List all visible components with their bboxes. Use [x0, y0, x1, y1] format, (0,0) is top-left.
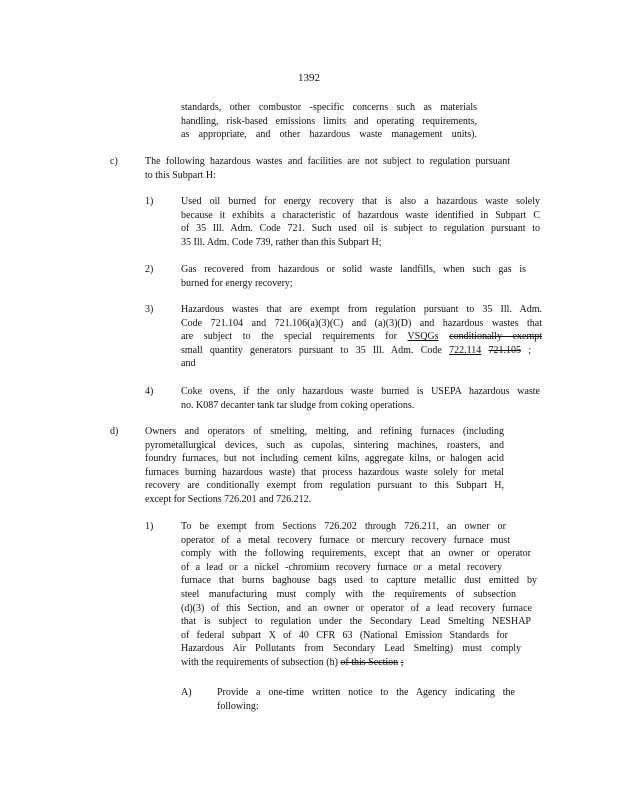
text-line: of 35 Ill. Adm. Code 721. Such used oil is subject to regulation pursuant to — [181, 223, 540, 235]
text-line: (d)(3) of this Section, and an owner or operator of a lead recovery furnace — [181, 602, 532, 614]
text-line: small quantity generators pursuant to 35 Ill. Adm. Code 722.114 721.105 ; — [181, 344, 532, 356]
text-line: handling, risk-based emissions limits and operating requirements, — [181, 115, 477, 127]
text-line: no. K087 decanter tank tar sludge from coking operations. — [181, 399, 415, 411]
text-line: as appropriate, and other hazardous waste management units). — [181, 129, 477, 141]
subsection-d-text — [145, 425, 504, 507]
text-line: that is subject to regulation under the Secondary Lead Smelting NESHAP — [181, 616, 531, 628]
item-c1-text — [181, 195, 540, 249]
deleted-text: conditionally exempt — [449, 331, 543, 343]
subsection-d-label: d) — [110, 426, 119, 437]
text-line: Hazardous wastes that are exempt from regulation pursuant to 35 Ill. Adm. — [181, 304, 542, 315]
text-line: pyrometallurgical devices, such as cupolas, sintering machines, roasters, and — [145, 439, 504, 451]
inserted-text: VSQGs — [407, 331, 439, 343]
item-d1-label: 1) — [145, 521, 154, 532]
text-line: with the requirements of subsection (h) of this Section ; — [181, 656, 404, 668]
item-c3-text — [181, 303, 542, 371]
text-line: Hazardous Air Pollutants from Secondary Lead Smelting) must comply — [181, 643, 521, 655]
item-c2-text — [181, 263, 526, 290]
item-c4-label: 4) — [145, 386, 154, 397]
item-c4-text — [181, 385, 540, 412]
item-c3-label: 3) — [145, 304, 154, 315]
text-line: are subject to the special requirements for VSQGs conditionally exempt — [181, 331, 543, 343]
text-line: The following hazardous wastes and facilities are not subject to regulation pursuant — [145, 156, 510, 167]
page-number: 1392 — [298, 72, 320, 84]
text-line: operator of a metal recovery furnace or mercury recovery furnace must — [181, 534, 510, 546]
text-line: furnaces burning hazardous waste) that process hazardous waste solely for metal — [145, 466, 504, 478]
text-line: To be exempt from Sections 726.202 through 726.211, an owner or — [181, 521, 506, 532]
text-line: comply with the following requirements, except that an owner or operator — [181, 548, 531, 560]
deleted-text: of this Section — [340, 656, 399, 668]
inserted-text: 722.114 — [449, 344, 482, 356]
text-line: Code 721.104 and 721.106(a)(3)(C) and (a)(3)(D) and hazardous wastes that — [181, 317, 542, 329]
text-line: foundry furnaces, but not including cement kilns, aggregate kilns, or halogen acid — [145, 453, 504, 465]
text-line: burned for energy recovery; — [181, 277, 293, 289]
text-line: to this Subpart H: — [145, 169, 216, 181]
text-line: of a lead or a nickel -chromium recovery furnace or a metal recovery — [181, 561, 502, 573]
text-line: Provide a one-time written notice to the Agency indicating the — [217, 687, 515, 698]
text-line: furnace that burns baghouse bags used to capture metallic dust emitted by — [181, 575, 537, 587]
text-line: except for Sections 726.201 and 726.212. — [145, 493, 312, 505]
text-line: Used oil burned for energy recovery that is also a hazardous waste solely — [181, 196, 540, 207]
text-line: Coke ovens, if the only hazardous waste burned is USEPA hazardous waste — [181, 386, 540, 397]
text-line: following: — [217, 700, 259, 712]
text-line: Owners and operators of smelting, melting, and refining furnaces (including — [145, 426, 504, 437]
text-line: of federal subpart X of 40 CFR 63 (National Emission Standards for — [181, 629, 508, 641]
text-line: because it exhibits a characteristic of hazardous waste identified in Subpart C — [181, 209, 540, 221]
text-line: 35 Ill. Adm. Code 739, rather than this Subpart H; — [181, 236, 382, 248]
text-line: steel manufacturing must comply with the requirements of subsection — [181, 588, 516, 600]
item-c2-label: 2) — [145, 264, 154, 275]
text-line: and — [181, 358, 196, 370]
item-c1-label: 1) — [145, 196, 154, 207]
item-d1a-text — [217, 686, 515, 713]
subsection-c-text — [145, 155, 510, 182]
text-line: recovery are conditionally exempt from regulation pursuant to this Subpart H, — [145, 480, 504, 492]
item-d1-text — [181, 520, 537, 670]
subsection-c-label: c) — [110, 156, 118, 167]
deleted-text: 721.105 — [488, 344, 521, 356]
text-line: Gas recovered from hazardous or solid waste landfills, when such gas is — [181, 264, 526, 275]
item-d1a-label: A) — [181, 687, 192, 698]
intro-paragraph — [181, 101, 477, 142]
text-line: standards, other combustor -specific concerns such as materials — [181, 102, 477, 113]
